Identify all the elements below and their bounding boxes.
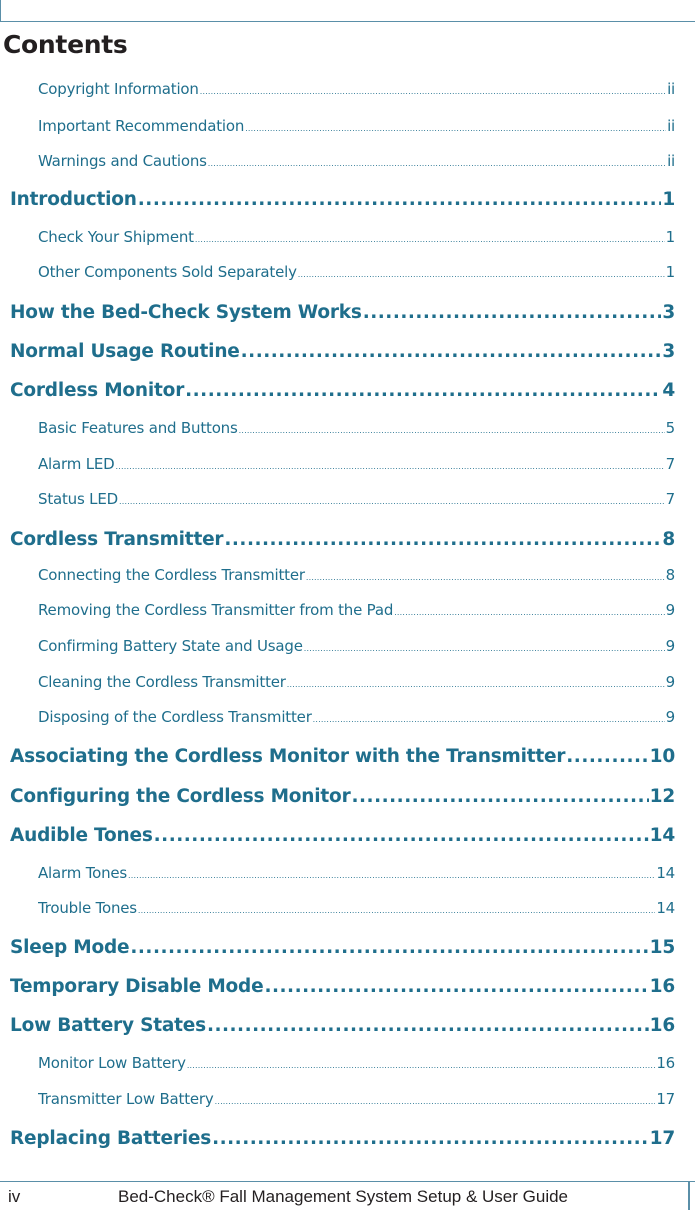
toc-entry-page: 8	[665, 566, 675, 584]
toc-entry-page: 14	[649, 825, 675, 846]
toc-leader-dots	[116, 462, 665, 471]
toc-entry-page: 9	[665, 601, 675, 619]
toc-entry-page: 1	[662, 189, 675, 210]
toc-entry-label: Sleep Mode	[10, 937, 130, 958]
toc-entry-page: ii	[667, 80, 675, 98]
toc-entry-label: How the Bed-Check System Works	[10, 302, 362, 323]
footer-page-number: iv	[8, 1187, 21, 1206]
toc-leader-dots	[130, 937, 648, 958]
toc-entry-page: 16	[649, 976, 675, 997]
toc-entry-label: Low Battery States	[10, 1015, 206, 1036]
toc-entry-label: Basic Features and Buttons	[38, 419, 238, 437]
toc-entry-page: 16	[656, 1054, 675, 1072]
toc-entry-page: 17	[656, 1090, 675, 1108]
toc-subsection-entry[interactable]	[38, 490, 675, 508]
toc-entry-label: Normal Usage Routine	[10, 341, 240, 362]
toc-entry-label: Confirming Battery State and Usage	[38, 637, 303, 655]
toc-section-entry[interactable]	[10, 302, 675, 323]
toc-leader-dots	[394, 608, 665, 617]
toc-entry-page: 9	[665, 673, 675, 691]
toc-section-entry[interactable]	[10, 746, 675, 767]
toc-leader-dots	[306, 573, 665, 582]
toc-subsection-entry[interactable]	[38, 263, 675, 281]
toc-leader-dots	[215, 1097, 656, 1106]
toc-leader-dots	[352, 786, 649, 807]
toc-subsection-entry[interactable]	[38, 80, 675, 98]
toc-entry-page: ii	[667, 152, 675, 170]
toc-entry-label: Removing the Cordless Transmitter from the Pad	[38, 601, 394, 619]
toc-entry-label: Important Recommendation	[38, 117, 245, 135]
toc-subsection-entry[interactable]	[38, 1054, 675, 1072]
toc-section-entry[interactable]	[10, 341, 675, 362]
toc-entry-page: 1	[665, 263, 675, 281]
toc-section-entry[interactable]	[10, 1015, 675, 1036]
toc-section-entry[interactable]	[10, 825, 675, 846]
toc-leader-dots	[212, 1128, 649, 1149]
toc-entry-page: 10	[649, 746, 675, 767]
toc-subsection-entry[interactable]	[38, 566, 675, 584]
toc-entry-page: 7	[665, 455, 675, 473]
toc-entry-page: 9	[665, 708, 675, 726]
toc-leader-dots	[128, 871, 655, 880]
toc-section-entry[interactable]	[10, 380, 675, 401]
toc-subsection-entry[interactable]	[38, 228, 675, 246]
toc-entry-page: 5	[665, 419, 675, 437]
toc-entry-page: ii	[667, 117, 675, 135]
toc-entry-page: 15	[649, 937, 675, 958]
toc-leader-dots	[207, 1015, 649, 1036]
toc-leader-dots	[298, 270, 665, 279]
toc-section-entry[interactable]	[10, 937, 675, 958]
toc-leader-dots	[264, 976, 648, 997]
toc-entry-label: Transmitter Low Battery	[38, 1090, 214, 1108]
toc-entry-label: Connecting the Cordless Transmitter	[38, 566, 305, 584]
toc-subsection-entry[interactable]	[38, 152, 675, 170]
toc-entry-label: Copyright Information	[38, 80, 199, 98]
toc-leader-dots	[245, 124, 666, 133]
toc-leader-dots	[185, 380, 661, 401]
toc-entry-label: Introduction	[10, 189, 137, 210]
toc-leader-dots	[119, 497, 665, 506]
toc-entry-label: Cleaning the Cordless Transmitter	[38, 673, 286, 691]
toc-leader-dots	[208, 159, 666, 168]
toc-leader-dots	[241, 341, 662, 362]
toc-entry-label: Other Components Sold Separately	[38, 263, 297, 281]
toc-leader-dots	[224, 529, 661, 550]
toc-entry-label: Monitor Low Battery	[38, 1054, 186, 1072]
toc-entry-label: Temporary Disable Mode	[10, 976, 264, 997]
toc-entry-page: 3	[662, 302, 675, 323]
toc-entry-page: 14	[656, 899, 675, 917]
toc-leader-dots	[200, 87, 666, 96]
toc-entry-page: 8	[662, 529, 675, 550]
toc-leader-dots	[239, 426, 665, 435]
toc-entry-page: 9	[665, 637, 675, 655]
toc-entry-page: 4	[662, 380, 675, 401]
toc-subsection-entry[interactable]	[38, 455, 675, 473]
toc-leader-dots	[187, 1061, 656, 1070]
toc-section-entry[interactable]	[10, 786, 675, 807]
toc-leader-dots	[313, 715, 665, 724]
toc-leader-dots	[195, 235, 665, 244]
toc-entry-label: Alarm LED	[38, 455, 115, 473]
toc-leader-dots	[138, 906, 655, 915]
toc-section-entry[interactable]	[10, 1128, 675, 1149]
toc-subsection-entry[interactable]	[38, 708, 675, 726]
toc-entry-label: Cordless Transmitter	[10, 529, 224, 550]
toc-entry-label: Warnings and Cautions	[38, 152, 207, 170]
toc-entry-label: Configuring the Cordless Monitor	[10, 786, 351, 807]
toc-entry-label: Replacing Batteries	[10, 1128, 212, 1149]
toc-section-entry[interactable]	[10, 529, 675, 550]
toc-entry-label: Check Your Shipment	[38, 228, 194, 246]
page-title: Contents	[3, 30, 128, 59]
toc-subsection-entry[interactable]	[38, 1090, 675, 1108]
toc-entry-label: Trouble Tones	[38, 899, 137, 917]
toc-entry-label: Alarm Tones	[38, 864, 128, 882]
toc-entry-label: Associating the Cordless Monitor with the Transmitter	[10, 746, 566, 767]
toc-subsection-entry[interactable]	[38, 419, 675, 437]
toc-entry-page: 7	[665, 490, 675, 508]
toc-leader-dots	[138, 189, 662, 210]
toc-entry-page: 3	[662, 341, 675, 362]
toc-entry-label: Status LED	[38, 490, 118, 508]
toc-entry-page: 17	[649, 1128, 675, 1149]
toc-entry-page: 12	[649, 786, 675, 807]
toc-subsection-entry[interactable]	[38, 637, 675, 655]
toc-subsection-entry[interactable]	[38, 673, 675, 691]
toc-leader-dots	[154, 825, 649, 846]
toc-entry-label: Cordless Monitor	[10, 380, 185, 401]
toc-entry-page: 16	[649, 1015, 675, 1036]
toc-entry-label: Audible Tones	[10, 825, 153, 846]
footer-guide-title: Bed-Check® Fall Management System Setup & User Guide	[118, 1187, 569, 1206]
toc-subsection-entry[interactable]	[38, 601, 675, 619]
toc-leader-dots	[566, 746, 648, 767]
toc-entry-page: 14	[656, 864, 675, 882]
toc-leader-dots	[304, 644, 665, 653]
toc-subsection-entry[interactable]	[38, 864, 675, 882]
footer-divider	[688, 1181, 690, 1210]
toc-section-entry[interactable]	[10, 976, 675, 997]
header-frame	[0, 0, 695, 22]
toc-subsection-entry[interactable]	[38, 899, 675, 917]
toc-entry-page: 1	[665, 228, 675, 246]
toc-section-entry[interactable]	[10, 189, 675, 210]
toc-subsection-entry[interactable]	[38, 117, 675, 135]
toc-leader-dots	[363, 302, 662, 323]
toc-entry-label: Disposing of the Cordless Transmitter	[38, 708, 312, 726]
toc-leader-dots	[287, 680, 665, 689]
